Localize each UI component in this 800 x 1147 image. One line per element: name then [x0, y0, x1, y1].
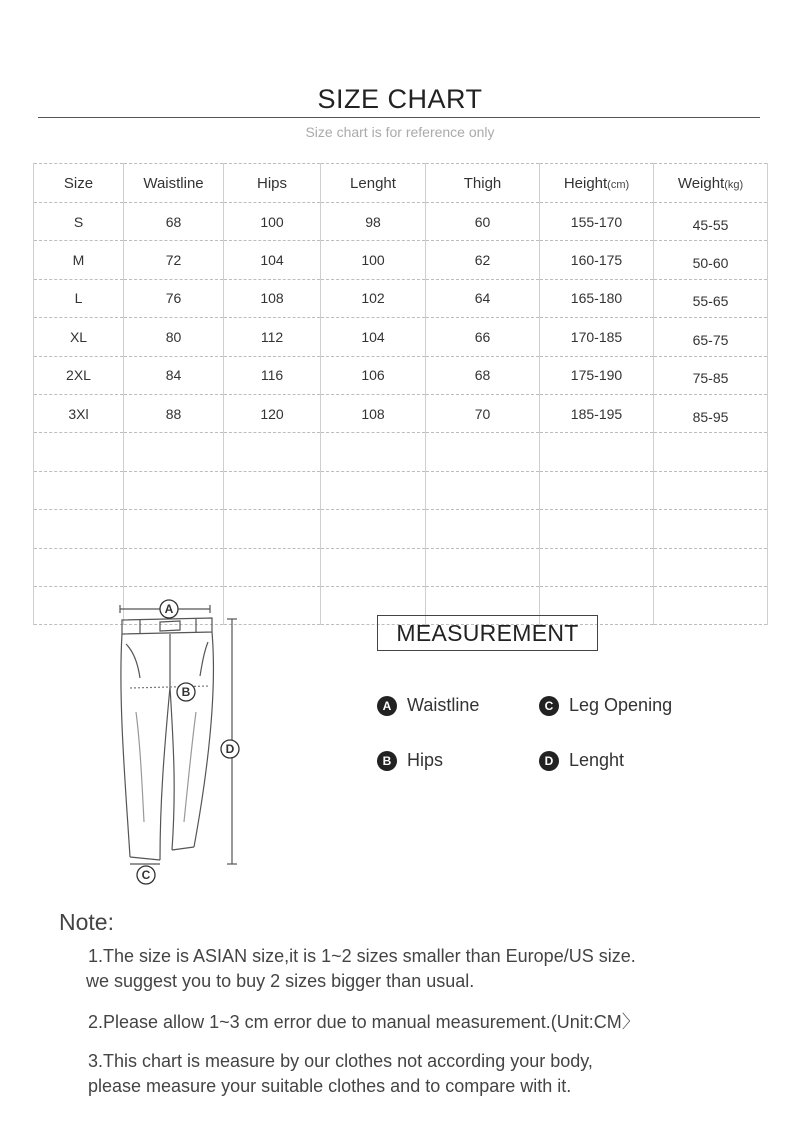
table-row — [34, 318, 768, 356]
marker-c: C — [141, 868, 151, 882]
table-cell — [426, 433, 540, 471]
table-cell: 165-180 — [540, 279, 654, 317]
table-cell: S — [34, 203, 124, 241]
table-cell — [34, 433, 124, 471]
table-cell: 88 — [124, 394, 224, 432]
unit-label: (cm) — [607, 178, 630, 191]
table-row — [34, 548, 768, 586]
header-cell: Hips — [224, 164, 321, 203]
table-row — [34, 433, 768, 471]
table-cell: 65-75 — [654, 318, 768, 356]
table-cell: 45-55 — [654, 203, 768, 241]
note-1 — [88, 944, 636, 994]
notes-title: Note: — [59, 909, 114, 935]
table-cell: 155-170 — [540, 203, 654, 241]
table-cell: 100 — [224, 203, 321, 241]
table-cell: 68 — [426, 356, 540, 394]
table-cell — [426, 548, 540, 586]
legend-label: Lenght — [569, 750, 625, 770]
table-cell — [654, 586, 768, 624]
table-cell: 76 — [124, 279, 224, 317]
table-cell — [224, 433, 321, 471]
table-cell — [426, 510, 540, 548]
unit-label: (kg) — [724, 178, 744, 191]
marker-a: A — [164, 602, 174, 616]
legend-badge: A — [377, 696, 397, 716]
table-cell: 160-175 — [540, 241, 654, 279]
table-row — [34, 203, 768, 241]
table-cell — [224, 471, 321, 509]
size-table — [33, 163, 768, 625]
table-cell — [540, 548, 654, 586]
table-cell — [34, 510, 124, 548]
marker-b: B — [181, 685, 191, 699]
page-subtitle: Size chart is for reference only — [305, 124, 495, 140]
legend-hips — [377, 750, 443, 771]
table-row — [34, 471, 768, 509]
table-cell: 68 — [124, 203, 224, 241]
table-row — [34, 394, 768, 432]
table-cell: 80 — [124, 318, 224, 356]
table-row — [34, 241, 768, 279]
table-cell: 102 — [321, 279, 426, 317]
table-cell — [124, 433, 224, 471]
legend-badge: D — [539, 751, 559, 771]
table-cell: 104 — [224, 241, 321, 279]
table-cell — [426, 471, 540, 509]
header-cell: Size — [34, 164, 124, 203]
table-cell: 116 — [224, 356, 321, 394]
table-cell — [224, 510, 321, 548]
table-cell: 104 — [321, 318, 426, 356]
legend-leg-opening — [539, 695, 672, 716]
header-cell: Waistline — [124, 164, 224, 203]
table-row — [34, 279, 768, 317]
table-cell: 185-195 — [540, 394, 654, 432]
note-1-line-1: 1.The size is ASIAN size,it is 1~2 sizes smaller than Europe/US size. — [88, 946, 636, 966]
table-cell: 170-185 — [540, 318, 654, 356]
table-cell: 55-65 — [654, 279, 768, 317]
table-cell: 85-95 — [654, 394, 768, 432]
title-divider — [38, 117, 760, 118]
table-cell: 106 — [321, 356, 426, 394]
table-cell: 112 — [224, 318, 321, 356]
table-cell: 2XL — [34, 356, 124, 394]
table-row — [34, 356, 768, 394]
table-cell: 75-85 — [654, 356, 768, 394]
table-cell: 66 — [426, 318, 540, 356]
table-header-row — [34, 164, 768, 203]
note-3 — [88, 1049, 593, 1099]
note-2: 2.Please allow 1~3 cm error due to manual measurement.(Unit:CM〉 — [88, 1012, 640, 1032]
table-cell — [540, 471, 654, 509]
table-cell: M — [34, 241, 124, 279]
table-cell: 60 — [426, 203, 540, 241]
table-cell — [321, 548, 426, 586]
table-cell — [124, 471, 224, 509]
header-cell: Height(cm) — [540, 164, 654, 203]
table-cell: 120 — [224, 394, 321, 432]
table-cell — [321, 510, 426, 548]
table-cell — [654, 471, 768, 509]
header-cell: Lenght — [321, 164, 426, 203]
table-cell — [321, 471, 426, 509]
table-cell — [34, 471, 124, 509]
table-cell: 62 — [426, 241, 540, 279]
note-3-line-1: 3.This chart is measure by our clothes not according your body, — [88, 1051, 593, 1071]
table-cell: 108 — [321, 394, 426, 432]
table-cell: 175-190 — [540, 356, 654, 394]
note-3-line-2: please measure your suitable clothes and to compare with it. — [88, 1076, 572, 1096]
table-cell: L — [34, 279, 124, 317]
table-cell — [540, 433, 654, 471]
table-cell: 3Xl — [34, 394, 124, 432]
legend-label: Hips — [407, 750, 444, 770]
table-cell — [321, 433, 426, 471]
table-row — [34, 510, 768, 548]
legend-label: Waistline — [407, 695, 480, 715]
page-title: SIZE CHART — [317, 84, 483, 114]
table-cell — [34, 548, 124, 586]
table-cell: 50-60 — [654, 241, 768, 279]
legend-badge: C — [539, 696, 559, 716]
table-cell: 84 — [124, 356, 224, 394]
marker-d: D — [225, 742, 235, 756]
pants-sketch-icon — [100, 592, 260, 892]
table-cell: 108 — [224, 279, 321, 317]
table-cell — [540, 510, 654, 548]
measurement-title: MEASUREMENT — [377, 615, 598, 651]
table-cell: 98 — [321, 203, 426, 241]
table-cell: XL — [34, 318, 124, 356]
table-cell — [224, 548, 321, 586]
header-cell: Thigh — [426, 164, 540, 203]
legend-waistline — [377, 695, 479, 716]
table-cell — [654, 510, 768, 548]
table-cell — [654, 433, 768, 471]
header-cell: Weight(kg) — [654, 164, 768, 203]
table-cell: 70 — [426, 394, 540, 432]
table-cell — [124, 510, 224, 548]
table-cell — [654, 548, 768, 586]
legend-label: Leg Opening — [569, 695, 673, 715]
table-cell: 100 — [321, 241, 426, 279]
table-cell: 72 — [124, 241, 224, 279]
table-cell — [124, 548, 224, 586]
table-cell: 64 — [426, 279, 540, 317]
legend-length — [539, 750, 624, 771]
legend-badge: B — [377, 751, 397, 771]
note-1-line-2: we suggest you to buy 2 sizes bigger than usual. — [86, 971, 475, 991]
